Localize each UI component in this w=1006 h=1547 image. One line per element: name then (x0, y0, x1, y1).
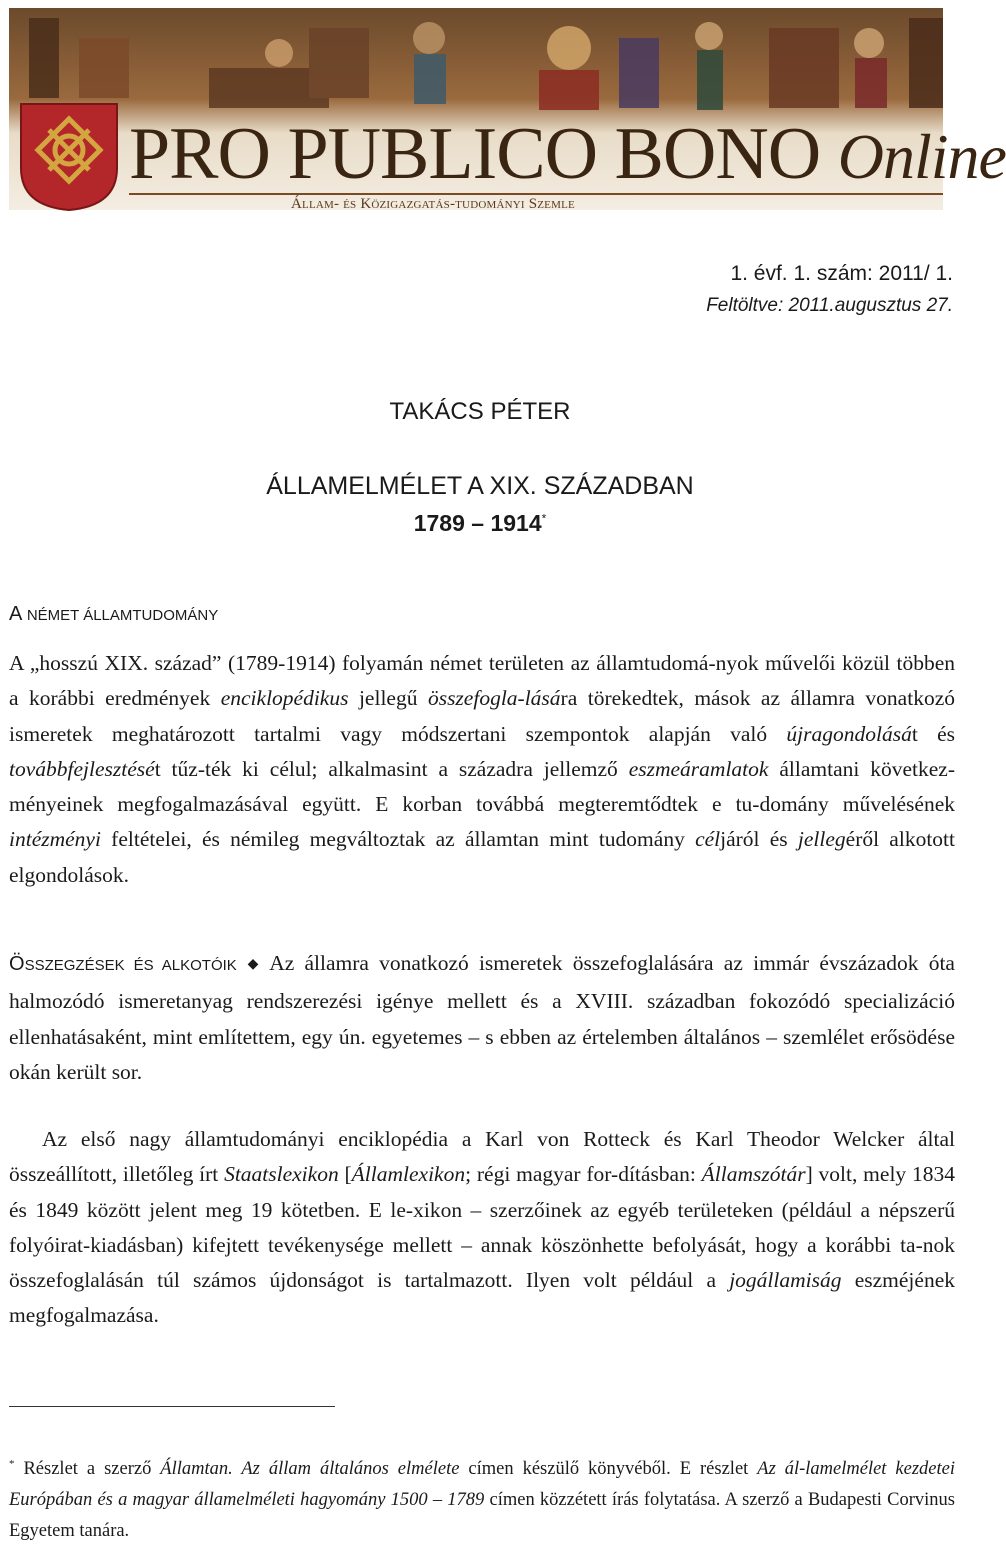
p1-italic: továbbfejlesztésé (9, 756, 155, 781)
article-years-text: 1789 – 1914 (413, 510, 542, 536)
p3-text: ; régi magyar for-dításban: (465, 1162, 702, 1187)
p1-italic: eszmeáramlatok (628, 756, 769, 781)
p2-text: Az államra vonatkozó ismeretek összefoglalására az immár évszázadok óta halmozódó ismeretanyag rendszerezési igénye mellett és a XVIII. században fokozódó specializáció ellenhatásaként, mint említettem, egy ún. egyetemes – s ebben az értelemben általános – szemlélet erősödése okán került sor. (9, 951, 955, 1084)
article-title: ÁLLAMELMÉLET A XIX. SZÁZADBAN (266, 472, 694, 500)
p3-italic: Államszótár (701, 1162, 806, 1187)
footnote-italic: Az ál-lamelmélet kezdetei Európában és a magyar államelméleti hagyomány 1500 – 1789 (9, 1459, 955, 1511)
p3-italic: Staatslexikon (224, 1162, 339, 1187)
p3-italic: jogállamiság (729, 1268, 842, 1293)
p1-italic: jelleg (797, 827, 846, 852)
p1-text: t tűz-ték ki célul; alkalmasint a századra jellemző (154, 756, 629, 781)
issue-number: 1. évf. 1. szám: 2011/ 1. (730, 262, 953, 285)
run-in-heading-rest: SSZEGZÉSEK ÉS ALKOTÓIK (24, 957, 237, 974)
p1-italic: összefogla-lásá (427, 686, 561, 711)
masthead-banner (9, 8, 1006, 212)
p1-text: államtani következ-ményeinek megfogalmazásával együtt. E korban továbbá megteremtődtek e tu-domány művelésének (9, 756, 955, 817)
diamond-icon: ◆ (242, 957, 264, 972)
p1-italic: intézményi (9, 827, 101, 852)
p1-text: járól és (720, 827, 798, 852)
p1-italic: cél (695, 827, 721, 852)
p3-text: [ (338, 1162, 352, 1187)
masthead-title-online: Online (837, 121, 1006, 192)
paragraph-1 (9, 646, 955, 893)
p1-text: jellegű (348, 686, 428, 711)
footnote-divider (9, 1406, 335, 1407)
p3-text: ] volt, mely 1834 és 1849 között jelent meg 19 kötetben. E le-xikon – szerzőinek az egyéb területeken (például a népszerű folyóirat-kiadásban) kifejtett tevékenysége mellett – annak köszönhette befolyását, hogy a korábbi ta-nok összefoglalásán túl számos újdonságot is tartalmazott. Ilyen volt például a (9, 1162, 955, 1293)
p1-italic: enciklopédikus (220, 686, 349, 711)
paragraph-2 (9, 946, 955, 1090)
article-years (0, 510, 960, 537)
p3-text: Az első nagy államtudományi enciklopédia a Karl von Rotteck és Karl Theodor Welcker által összeállított, illetőleg írt (9, 1127, 955, 1187)
run-in-heading-cap: Ö (9, 953, 25, 975)
footnote-text: Részlet a szerző (14, 1459, 161, 1480)
footnote-text: címen közzétett írás folytatása. A szerző a Budapesti Corvinus Egyetem tanára. (9, 1490, 955, 1542)
masthead-subtitle: Állam- és Közigazgatás-tudományi Szemle (291, 196, 575, 212)
p1-text: éről alkotott elgondolások. (9, 827, 955, 887)
upload-date: Feltöltve: 2011.augusztus 27. (706, 295, 953, 316)
p3-italic: Államlexikon (351, 1162, 466, 1187)
masthead-title-main: PRO PUBLICO BONO (129, 113, 821, 195)
masthead-title (129, 112, 1006, 196)
footnote-ref[interactable]: * (541, 511, 547, 526)
issue-info (706, 257, 953, 321)
section-heading-rest: NÉMET ÁLLAMTUDOMÁNY (26, 607, 219, 624)
p1-italic: újragondolásá (786, 721, 912, 746)
p3-text: eszméjének megfogalmazása. (9, 1268, 955, 1328)
section-heading (9, 603, 218, 626)
p1-text: A „hosszú XIX. század” (1789-1914) folyamán német területen az államtudomá-nyok művelői közül többen a korábbi eredmények (9, 651, 955, 711)
footnote-mark: * (9, 1458, 15, 1470)
shield-logo-icon (21, 104, 117, 210)
article-author: TAKÁCS PÉTER (389, 398, 571, 425)
footnote-italic: Államtan. Az állam általános elmélete (160, 1459, 460, 1480)
p1-text: ra törekedtek, mások az államra vonatkozó ismeretek meghatározott tartalmi vagy módszertani szempontok alapján való (9, 686, 955, 746)
section-heading-cap: A (9, 603, 22, 625)
run-in-heading (9, 953, 237, 975)
p1-text: feltételei, és némileg megváltoztak az államtan mint tudomány (100, 827, 696, 852)
footnote-text: címen készülő könyvéből. E részlet (459, 1459, 758, 1480)
paragraph-3 (9, 1122, 955, 1334)
p1-text: t és (911, 721, 955, 746)
footnote (9, 1449, 955, 1547)
